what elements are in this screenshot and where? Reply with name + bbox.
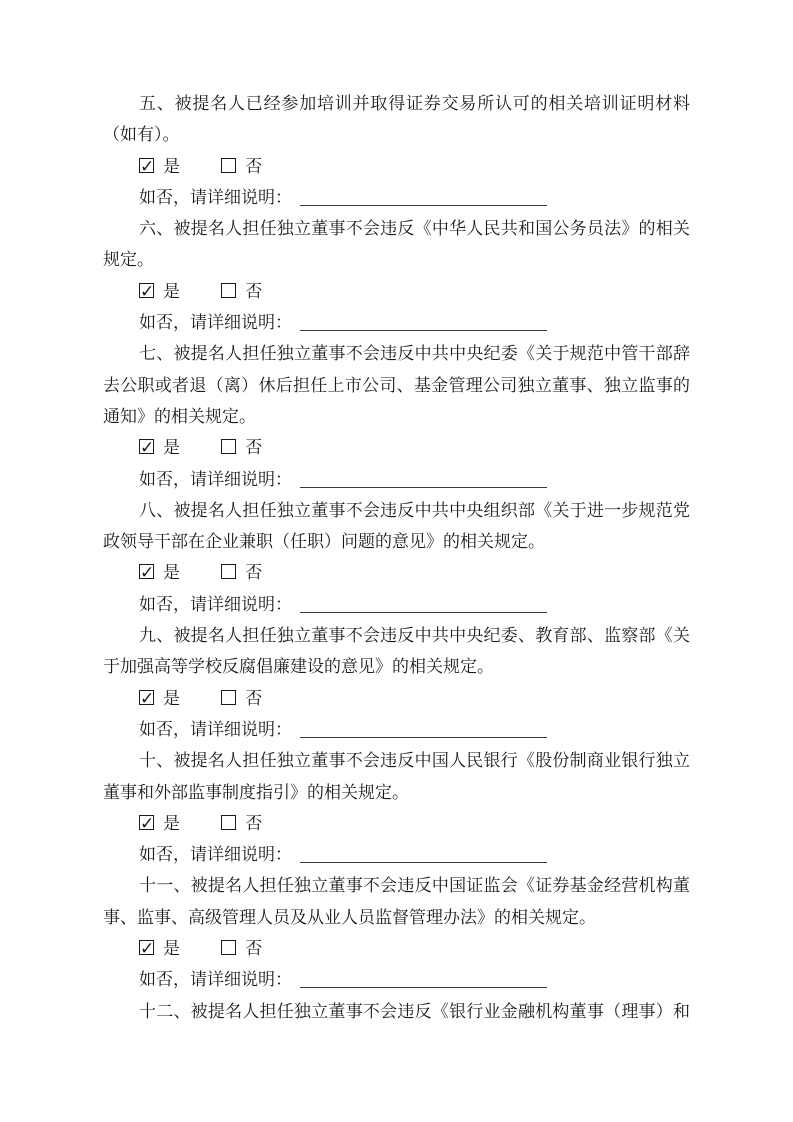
- no-label: 否: [245, 688, 263, 708]
- yes-checkbox[interactable]: [139, 690, 154, 705]
- yes-label: 是: [163, 939, 180, 959]
- explain-blank-line[interactable]: [300, 187, 547, 206]
- explain-row: [103, 589, 690, 620]
- no-label: 否: [245, 563, 263, 583]
- statement-item-8: [103, 495, 690, 620]
- yes-label: 是: [163, 813, 180, 833]
- yes-no-row: [103, 808, 690, 839]
- statement-item-7: [103, 338, 690, 494]
- yes-label: 是: [163, 281, 180, 301]
- yes-checkbox[interactable]: [139, 439, 154, 454]
- item-text-line: 规定。: [103, 250, 154, 270]
- item-text-line: （如有）。: [103, 125, 180, 145]
- explain-row: [103, 307, 690, 338]
- item-text-line: 政领导干部在企业兼职（任职）问题的意见》的相关规定。: [103, 532, 545, 552]
- yes-no-row: [103, 151, 690, 182]
- yes-label: 是: [163, 438, 180, 458]
- yes-checkbox[interactable]: [139, 283, 154, 298]
- yes-checkbox[interactable]: [139, 940, 154, 955]
- no-checkbox[interactable]: [221, 158, 236, 173]
- no-checkbox[interactable]: [221, 564, 236, 579]
- statement-item-9: [103, 620, 690, 745]
- yes-label: 是: [163, 688, 180, 708]
- no-checkbox[interactable]: [221, 439, 236, 454]
- item-text-line: 事、监事、高级管理人员及从业人员监督管理办法》的相关规定。: [103, 907, 596, 927]
- explain-row: [103, 964, 690, 995]
- explain-label: 如否，请详细说明：: [139, 719, 292, 739]
- no-checkbox[interactable]: [221, 940, 236, 955]
- explain-blank-line[interactable]: [300, 844, 547, 863]
- yes-checkbox[interactable]: [139, 815, 154, 830]
- explain-row: [103, 839, 690, 870]
- explain-blank-line[interactable]: [300, 469, 547, 488]
- explain-label: 如否，请详细说明：: [139, 970, 292, 990]
- statement-item-6: [103, 213, 690, 338]
- item-text-line: 十、被提名人担任独立董事不会违反中国人民银行《股份制商业银行独立: [139, 751, 690, 771]
- item-text-line: 五、被提名人已经参加培训并取得证券交易所认可的相关培训证明材料: [139, 94, 690, 113]
- no-label: 否: [245, 281, 263, 301]
- no-label: 否: [245, 156, 263, 176]
- explain-row: [103, 464, 690, 495]
- item-text-line: 六、被提名人担任独立董事不会违反《中华人民共和国公务员法》的相关: [139, 219, 690, 239]
- yes-checkbox[interactable]: [139, 564, 154, 579]
- explain-label: 如否，请详细说明：: [139, 845, 292, 865]
- item-text-line: 董事和外部监事制度指引》的相关规定。: [103, 782, 409, 802]
- no-label: 否: [245, 438, 263, 458]
- explain-blank-line[interactable]: [300, 312, 547, 331]
- yes-no-row: [103, 557, 690, 588]
- explain-blank-line[interactable]: [300, 594, 547, 613]
- statement-item-11: [103, 870, 690, 995]
- yes-checkbox[interactable]: [139, 158, 154, 173]
- statement-item-12: [103, 996, 690, 1027]
- explain-label: 如否，请详细说明：: [139, 313, 292, 333]
- no-label: 否: [245, 939, 263, 959]
- no-label: 否: [245, 813, 263, 833]
- explain-row: [103, 714, 690, 745]
- item-text-line: 九、被提名人担任独立董事不会违反中共中央纪委、教育部、监察部《关: [139, 626, 690, 646]
- item-text-line: 去公职或者退（离）休后担任上市公司、基金管理公司独立董事、独立监事的: [103, 375, 690, 395]
- explain-label: 如否，请详细说明：: [139, 187, 292, 207]
- statement-item-10: [103, 745, 690, 870]
- explain-row: [103, 182, 690, 213]
- no-checkbox[interactable]: [221, 283, 236, 298]
- no-checkbox[interactable]: [221, 690, 236, 705]
- yes-label: 是: [163, 563, 180, 583]
- item-text-line: 十一、被提名人担任独立董事不会违反中国证监会《证券基金经营机构董: [139, 876, 690, 896]
- explain-label: 如否，请详细说明：: [139, 594, 292, 614]
- statement-item-5: [103, 88, 690, 213]
- item-text-line: 七、被提名人担任独立董事不会违反中共中央纪委《关于规范中管干部辞: [139, 344, 690, 364]
- yes-label: 是: [163, 156, 180, 176]
- yes-no-row: [103, 683, 690, 714]
- item-text-line: 十二、被提名人担任独立董事不会违反《银行业金融机构董事（理事）和: [139, 1001, 690, 1021]
- item-text-line: 八、被提名人担任独立董事不会违反中共中央组织部《关于进一步规范党: [139, 500, 690, 520]
- item-text-line: 通知》的相关规定。: [103, 406, 256, 426]
- yes-no-row: [103, 933, 690, 964]
- item-text-line: 于加强高等学校反腐倡廉建设的意见》的相关规定。: [103, 657, 494, 677]
- explain-blank-line[interactable]: [300, 719, 547, 738]
- no-checkbox[interactable]: [221, 815, 236, 830]
- yes-no-row: [103, 276, 690, 307]
- yes-no-row: [103, 432, 690, 463]
- explain-label: 如否，请详细说明：: [139, 469, 292, 489]
- explain-blank-line[interactable]: [300, 969, 547, 988]
